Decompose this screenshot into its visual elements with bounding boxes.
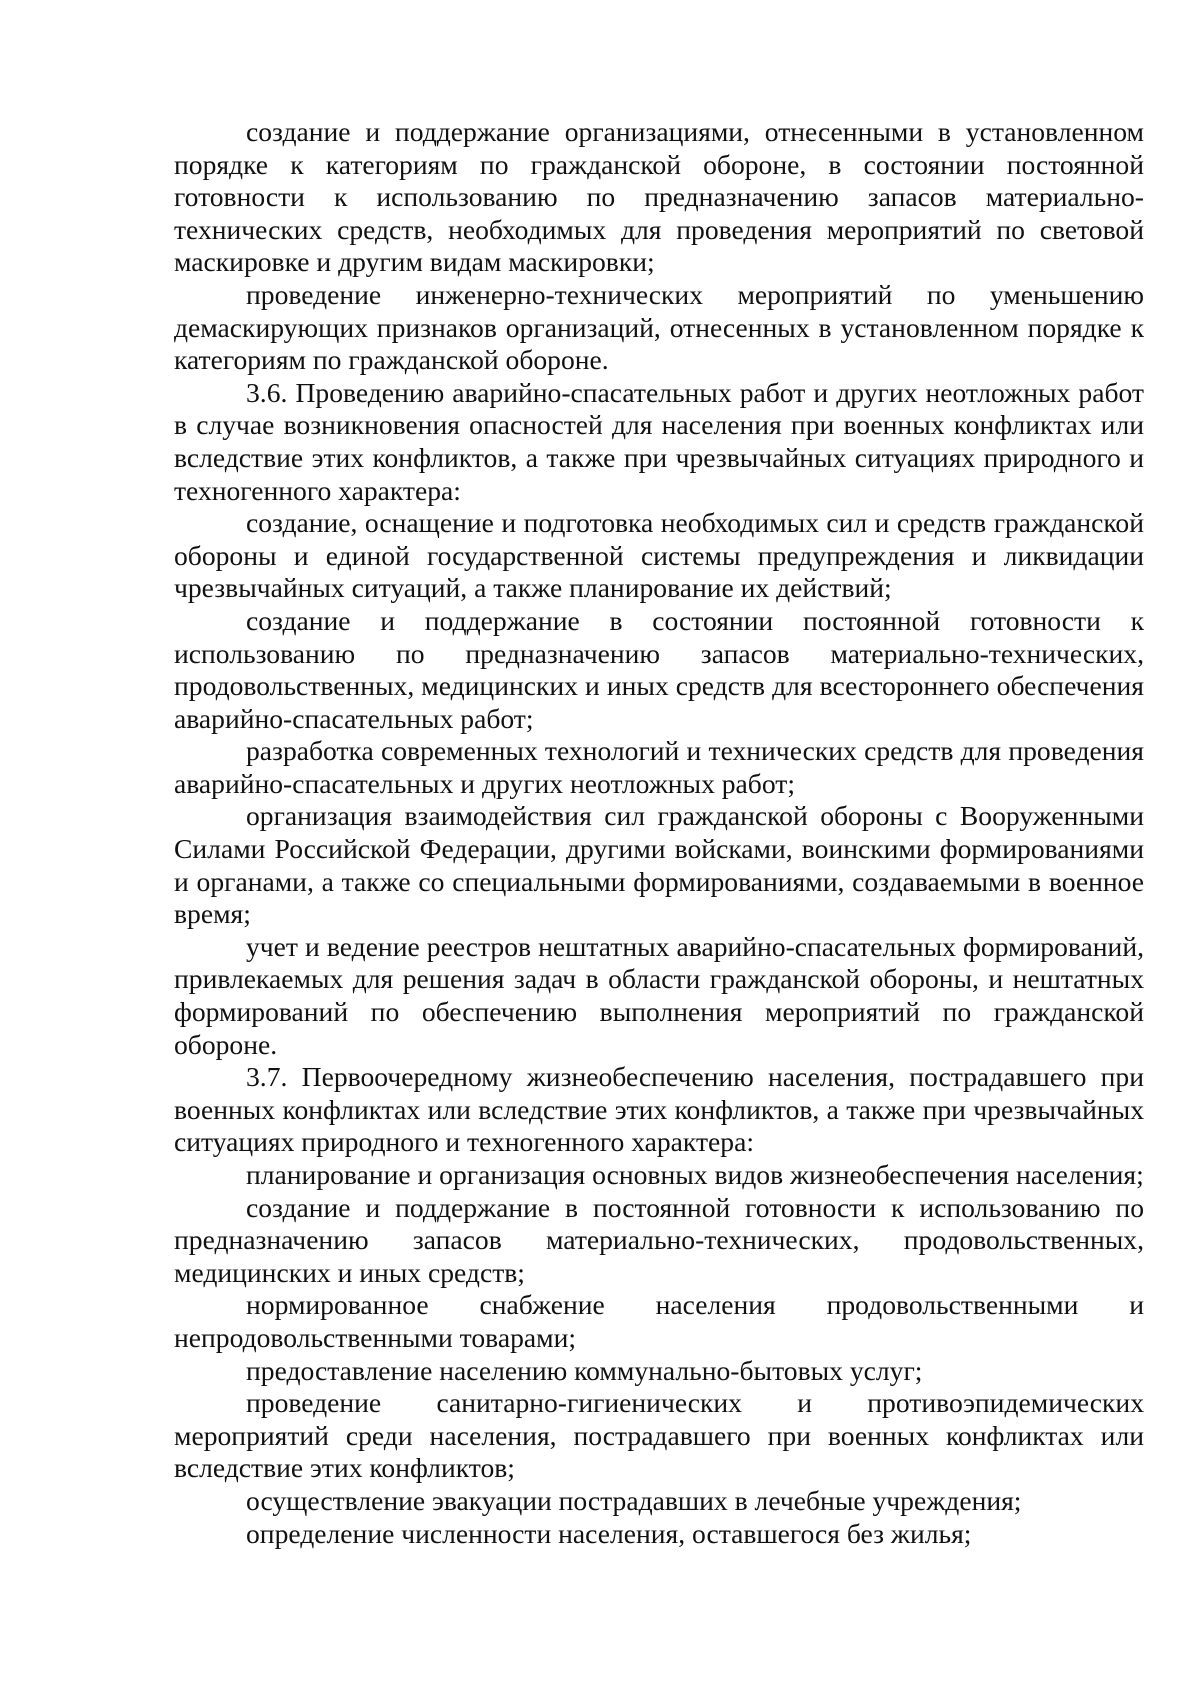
paragraph-section-3-7: 3.7. Первоочередному жизнеобеспечению населения, пострадавшего при военных конфликтах или вследствие этих конфликтов, а также при чрезвычайных ситуациях природного и техногенного характера: (174, 1061, 1144, 1158)
paragraph-section-3-6: 3.6. Проведению аварийно-спасательных работ и других неотложных работ в случае возникновения опасностей для населения при военных конфликтах или вследствие этих конфликтов, а также при чрезвычайных ситуациях природного и техногенного характера: (174, 376, 1144, 506)
paragraph-registry-of-formations: учет и ведение реестров нештатных аварийно-спасательных формирований, привлекаемых для решения задач в области гражданской обороны, и нештатных формирований по обеспечению выполнения мероприятий по гражданской обороне. (174, 930, 1144, 1060)
paragraph-light-masking-supplies: создание и поддержание организациями, отнесенными в установленном порядке к категориям по гражданской обороне, в состоянии постоянной готовности к использованию по предназначению запасов материально-технических средств, необходимых для проведения мероприятий по световой маскировке и другим видам маскировки; (174, 116, 1144, 278)
paragraph-life-support-planning: планирование и организация основных видов жизнеобеспечения населения; (246, 1159, 1144, 1190)
paragraph-municipal-services: предоставление населению коммунально-бытовых услуг; (246, 1354, 923, 1386)
paragraph-supply-reserves: создание и поддержание в постоянной готовности к использованию по предназначению запасов материально-технических, продовольственных, медицинских и иных средств; (174, 1191, 1144, 1288)
document-body (174, 116, 1144, 1550)
paragraph-engineering-measures: проведение инженерно-технических мероприятий по уменьшению демаскирующих признаков организаций, отнесенных в установленном порядке к категориям по гражданской обороне. (174, 278, 1144, 376)
paragraph-armed-forces-cooperation: организация взаимодействия сил гражданской обороны с Вооруженными Силами Российской Федерации, другими войсками, воинскими формированиями и органами, а также со специальными формированиями, создаваемыми в военное время; (174, 800, 1144, 930)
paragraph-technology-development: разработка современных технологий и технических средств для проведения аварийно-спасательных и других неотложных работ; (174, 735, 1144, 799)
paragraph-homeless-count: определение численности населения, оставшегося без жилья; (246, 1517, 972, 1549)
paragraph-sanitary-measures: проведение санитарно-гигиенических и противоэпидемических мероприятий среди населения, пострадавшего при военных конфликтах или вследствие этих конфликтов; (174, 1387, 1144, 1484)
paragraph-rescue-supplies: создание и поддержание в состоянии постоянной готовности к использованию по предназначению запасов материально-технических, продовольственных, медицинских и иных средств для всестороннего обеспечения аварийно-спасательных работ; (174, 604, 1144, 734)
paragraph-evacuation-of-injured: осуществление эвакуации пострадавших в лечебные учреждения; (246, 1484, 1022, 1516)
paragraph-forces-preparation: создание, оснащение и подготовка необходимых сил и средств гражданской обороны и единой государственной системы предупреждения и ликвидации чрезвычайных ситуаций, а также планирование их действий; (174, 507, 1144, 604)
paragraph-rationed-supply: нормированное снабжение населения продовольственными и непродовольственными товарами; (174, 1289, 1144, 1353)
